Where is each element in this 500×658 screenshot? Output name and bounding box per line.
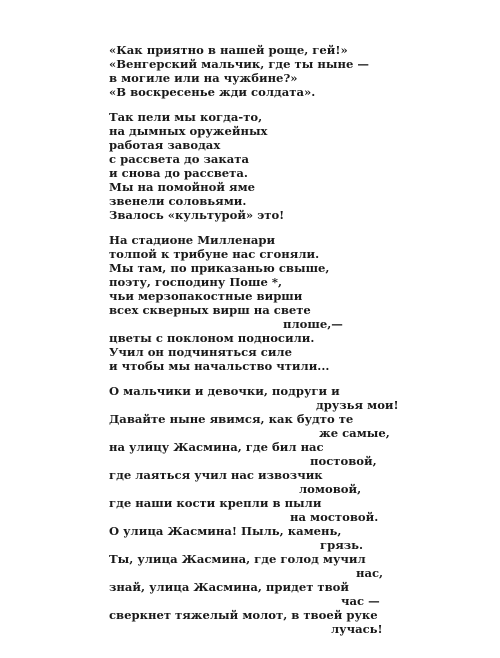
poem-line-continuation: на мостовой. bbox=[290, 510, 379, 524]
poem-line: Давайте ныне явимся, как будто те bbox=[109, 412, 354, 426]
poem-line: на дымных оружейных bbox=[109, 124, 268, 138]
poem-line: знай, улица Жасмина, придет твой bbox=[109, 580, 349, 594]
poem-line: Так пели мы когда-то, bbox=[109, 110, 263, 124]
poem-line: О мальчики и девочки, подруги и bbox=[109, 384, 340, 398]
poem-line: Ты, улица Жасмина, где голод мучил bbox=[109, 552, 366, 566]
poem-line: где лаяться учил нас извозчик bbox=[109, 468, 323, 482]
poem-line: с рассвета до заката bbox=[109, 152, 249, 166]
poem-line: работая заводах bbox=[109, 138, 221, 152]
poem-line: чьи мерзопакостные вирши bbox=[109, 289, 303, 303]
poem-line: цветы с поклоном подносили. bbox=[109, 331, 315, 345]
poem-line: На стадионе Милленари bbox=[109, 233, 276, 247]
poem-line-continuation: грязь. bbox=[320, 538, 364, 552]
poem-line-continuation: же самые, bbox=[319, 426, 390, 440]
poem-line-continuation: лучась! bbox=[331, 622, 383, 636]
poem-line: «Венгерский мальчик, где ты ныне — bbox=[109, 57, 370, 71]
poem-line: «Как приятно в нашей роще, гей!» bbox=[109, 43, 348, 57]
poem-line: всех скверных вирш на свете bbox=[109, 303, 311, 317]
poem-line: на улицу Жасмина, где бил нас bbox=[109, 440, 324, 454]
poem-line-continuation: постовой, bbox=[310, 454, 377, 468]
poem-line: Звалось «культурой» это! bbox=[109, 208, 285, 222]
poem-line: Мы на помойной яме bbox=[109, 180, 256, 194]
poem-line: и чтобы мы начальство чтили... bbox=[109, 359, 330, 373]
poem-line-continuation: плоше,— bbox=[283, 317, 343, 331]
poem-line: в могиле или на чужбине?» bbox=[109, 71, 298, 85]
poem-line: и снова до рассвета. bbox=[109, 166, 248, 180]
poem-line: Мы там, по приказанью свыше, bbox=[109, 261, 330, 275]
poem-line: звенели соловьями. bbox=[109, 194, 247, 208]
poem-line: сверкнет тяжелый молот, в твоей руке bbox=[109, 608, 378, 622]
poem-line: где наши кости крепли в пыли bbox=[109, 496, 322, 510]
poem-line-continuation: нас, bbox=[356, 566, 384, 580]
poem-line-continuation: друзья мои! bbox=[316, 398, 399, 412]
poem-line: поэту, господину Поше *, bbox=[109, 275, 282, 289]
poem-line: О улица Жасмина! Пыль, камень, bbox=[109, 524, 342, 538]
poem-line: «В воскресенье жди солдата». bbox=[109, 85, 316, 99]
poem-line-continuation: ломовой, bbox=[299, 482, 362, 496]
poem-line: толпой к трибуне нас сгоняли. bbox=[109, 247, 320, 261]
poem-line-continuation: час — bbox=[341, 594, 380, 608]
poem-line: Учил он подчиняться силе bbox=[109, 345, 292, 359]
